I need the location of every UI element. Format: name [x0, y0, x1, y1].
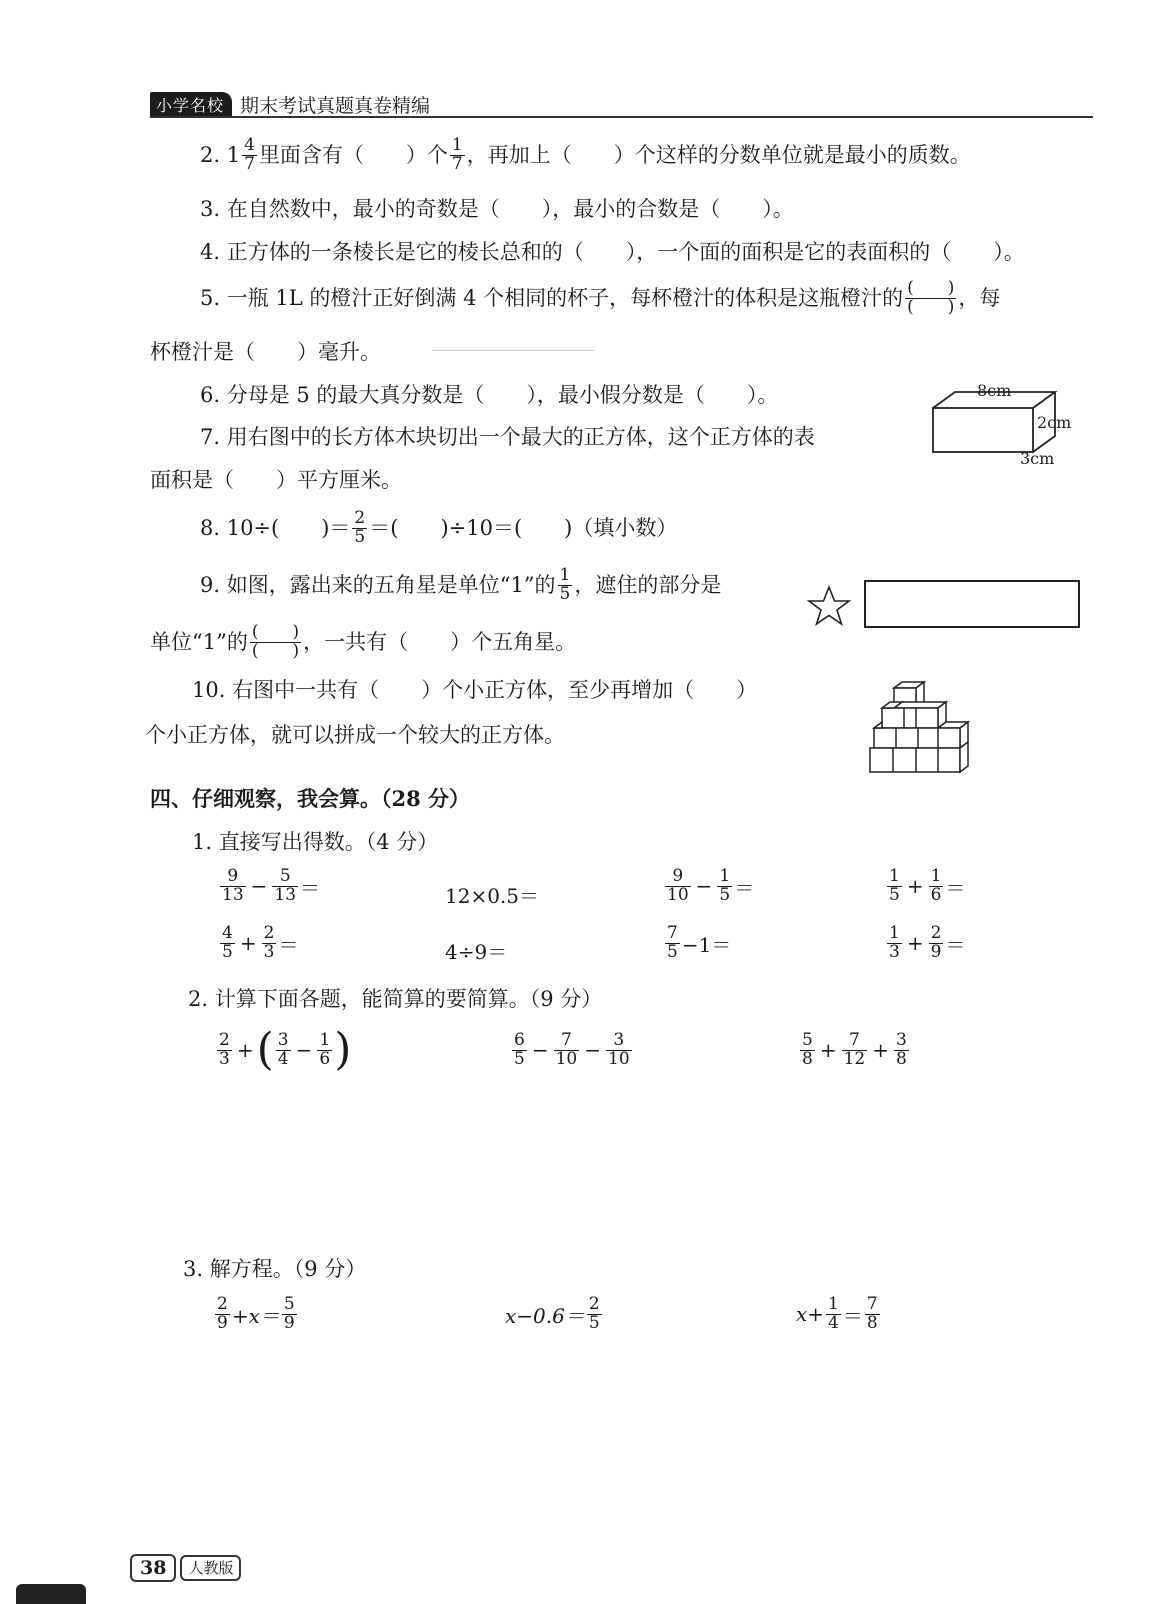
question-5: 5. 一瓶 1L 的橙汁正好倒满 4 个相同的杯子，每杯橙汁的体积是这瓶橙汁的 $\frac{( )}{( )}$ ，每: [200, 278, 1001, 317]
question-5-line2: 杯橙汁是（ ）毫升。: [150, 340, 381, 364]
cuboid-figure: [925, 378, 1085, 473]
blank-fraction: $\frac{( )}{( )}$: [251, 622, 300, 661]
question-9: 9. 如图，露出来的五角星是单位“1”的 $\frac{1}{5}$ ，遮住的部分是: [200, 565, 722, 604]
calc1-expr-2: 12×0.5＝: [445, 884, 540, 908]
dim-height-label: 2cm: [1037, 413, 1072, 432]
edition-badge: 人教版: [180, 1555, 241, 1581]
calc1-expr-7: $\frac{7}{5}$ −1＝: [667, 923, 732, 962]
question-2: 2. 1 $\frac{4}{7}$ 里面含有（ ）个 $\frac{1}{7}$ ，再加上（ ）个这样的分数单位就是最小的质数。: [200, 135, 971, 174]
fraction: $\frac{1}{7}$: [451, 135, 463, 174]
cube-stack-figure: [866, 678, 976, 778]
calc1-expr-5: $\frac{4}{5}$ + $\frac{2}{3}$ ＝: [222, 923, 299, 962]
question-10: 10. 右图中一共有（ ）个小正方体，至少再增加（ ）: [192, 678, 758, 702]
calc2-title: 2. 计算下面各题，能简算的要简算。（9 分）: [188, 987, 603, 1011]
calc3-expr-2: x−0.6＝ $\frac{2}{5}$: [505, 1294, 600, 1333]
star-icon: [806, 584, 852, 628]
corner-mark: [16, 1584, 86, 1604]
brand-badge: 小学名校: [150, 92, 232, 117]
book-title: 期末考试真题真卷精编: [240, 94, 431, 117]
calc1-expr-6: 4÷9＝: [445, 940, 508, 964]
calc1-title: 1. 直接写出得数。（4 分）: [192, 830, 439, 854]
calc2-expr-2: $\frac{6}{5}$ − $\frac{7}{10}$ − $\frac{3}{10}$: [514, 1030, 630, 1069]
calc1-expr-1: $\frac{9}{13}$ − $\frac{5}{13}$ ＝: [222, 866, 321, 905]
faint-line: [432, 350, 594, 351]
question-4: 4. 正方体的一条棱长是它的棱长总和的（ ），一个面的面积是它的表面积的（ ）。: [200, 240, 1025, 264]
header-rule: [150, 116, 1093, 118]
question-6: 6. 分母是 5 的最大真分数是（ ），最小假分数是（ ）。: [200, 383, 779, 407]
fraction: $\frac{1}{5}$: [559, 565, 571, 604]
calc2-expr-3: $\frac{5}{8}$ + $\frac{7}{12}$ + $\frac{3}{8}$: [802, 1030, 907, 1069]
mixed-number: 1 $\frac{4}{7}$: [226, 135, 255, 174]
blank-fraction: $\frac{( )}{( )}$: [907, 278, 955, 317]
calc1-expr-8: $\frac{1}{3}$ + $\frac{2}{9}$ ＝: [889, 923, 966, 962]
question-8: 8. 10÷( )＝ $\frac{2}{5}$ ＝( )÷10＝( )（填小数）: [200, 508, 678, 547]
calc3-expr-1: $\frac{2}{9}$ +x＝ $\frac{5}{9}$: [217, 1294, 295, 1333]
calc3-title: 3. 解方程。（9 分）: [183, 1257, 367, 1281]
fraction: $\frac{2}{5}$: [354, 508, 366, 547]
calc2-expr-1: $\frac{2}{3}$ + ( $\frac{3}{4}$ − $\frac{1}{6}$ ): [219, 1024, 352, 1075]
question-7-line2: 面积是（ ）平方厘米。: [150, 468, 402, 492]
question-3: 3. 在自然数中，最小的奇数是（ ），最小的合数是（ ）。: [200, 197, 794, 221]
question-7: 7. 用右图中的长方体木块切出一个最大的正方体，这个正方体的表: [200, 425, 815, 449]
covering-rectangle: [864, 580, 1080, 628]
calc1-expr-3: $\frac{9}{10}$ − $\frac{1}{5}$ ＝: [667, 866, 755, 905]
calc1-expr-4: $\frac{1}{5}$ + $\frac{1}{6}$ ＝: [889, 866, 966, 905]
page-footer: [130, 1554, 241, 1582]
page-number: 38: [130, 1554, 176, 1582]
calc3-expr-3: x+ $\frac{1}{4}$ ＝ $\frac{7}{8}$: [796, 1294, 878, 1333]
question-9-line2: 单位“1”的 $\frac{( )}{( )}$ ，一共有（ ）个五角星。: [150, 622, 577, 661]
section-4-title: 四、仔细观察，我会算。（28 分）: [150, 786, 471, 811]
question-10-line2: 个小正方体，就可以拼成一个较大的正方体。: [145, 723, 565, 747]
dim-width-label: 3cm: [1020, 449, 1055, 468]
book-header: [150, 92, 430, 116]
dim-length-label: 8cm: [977, 381, 1012, 400]
